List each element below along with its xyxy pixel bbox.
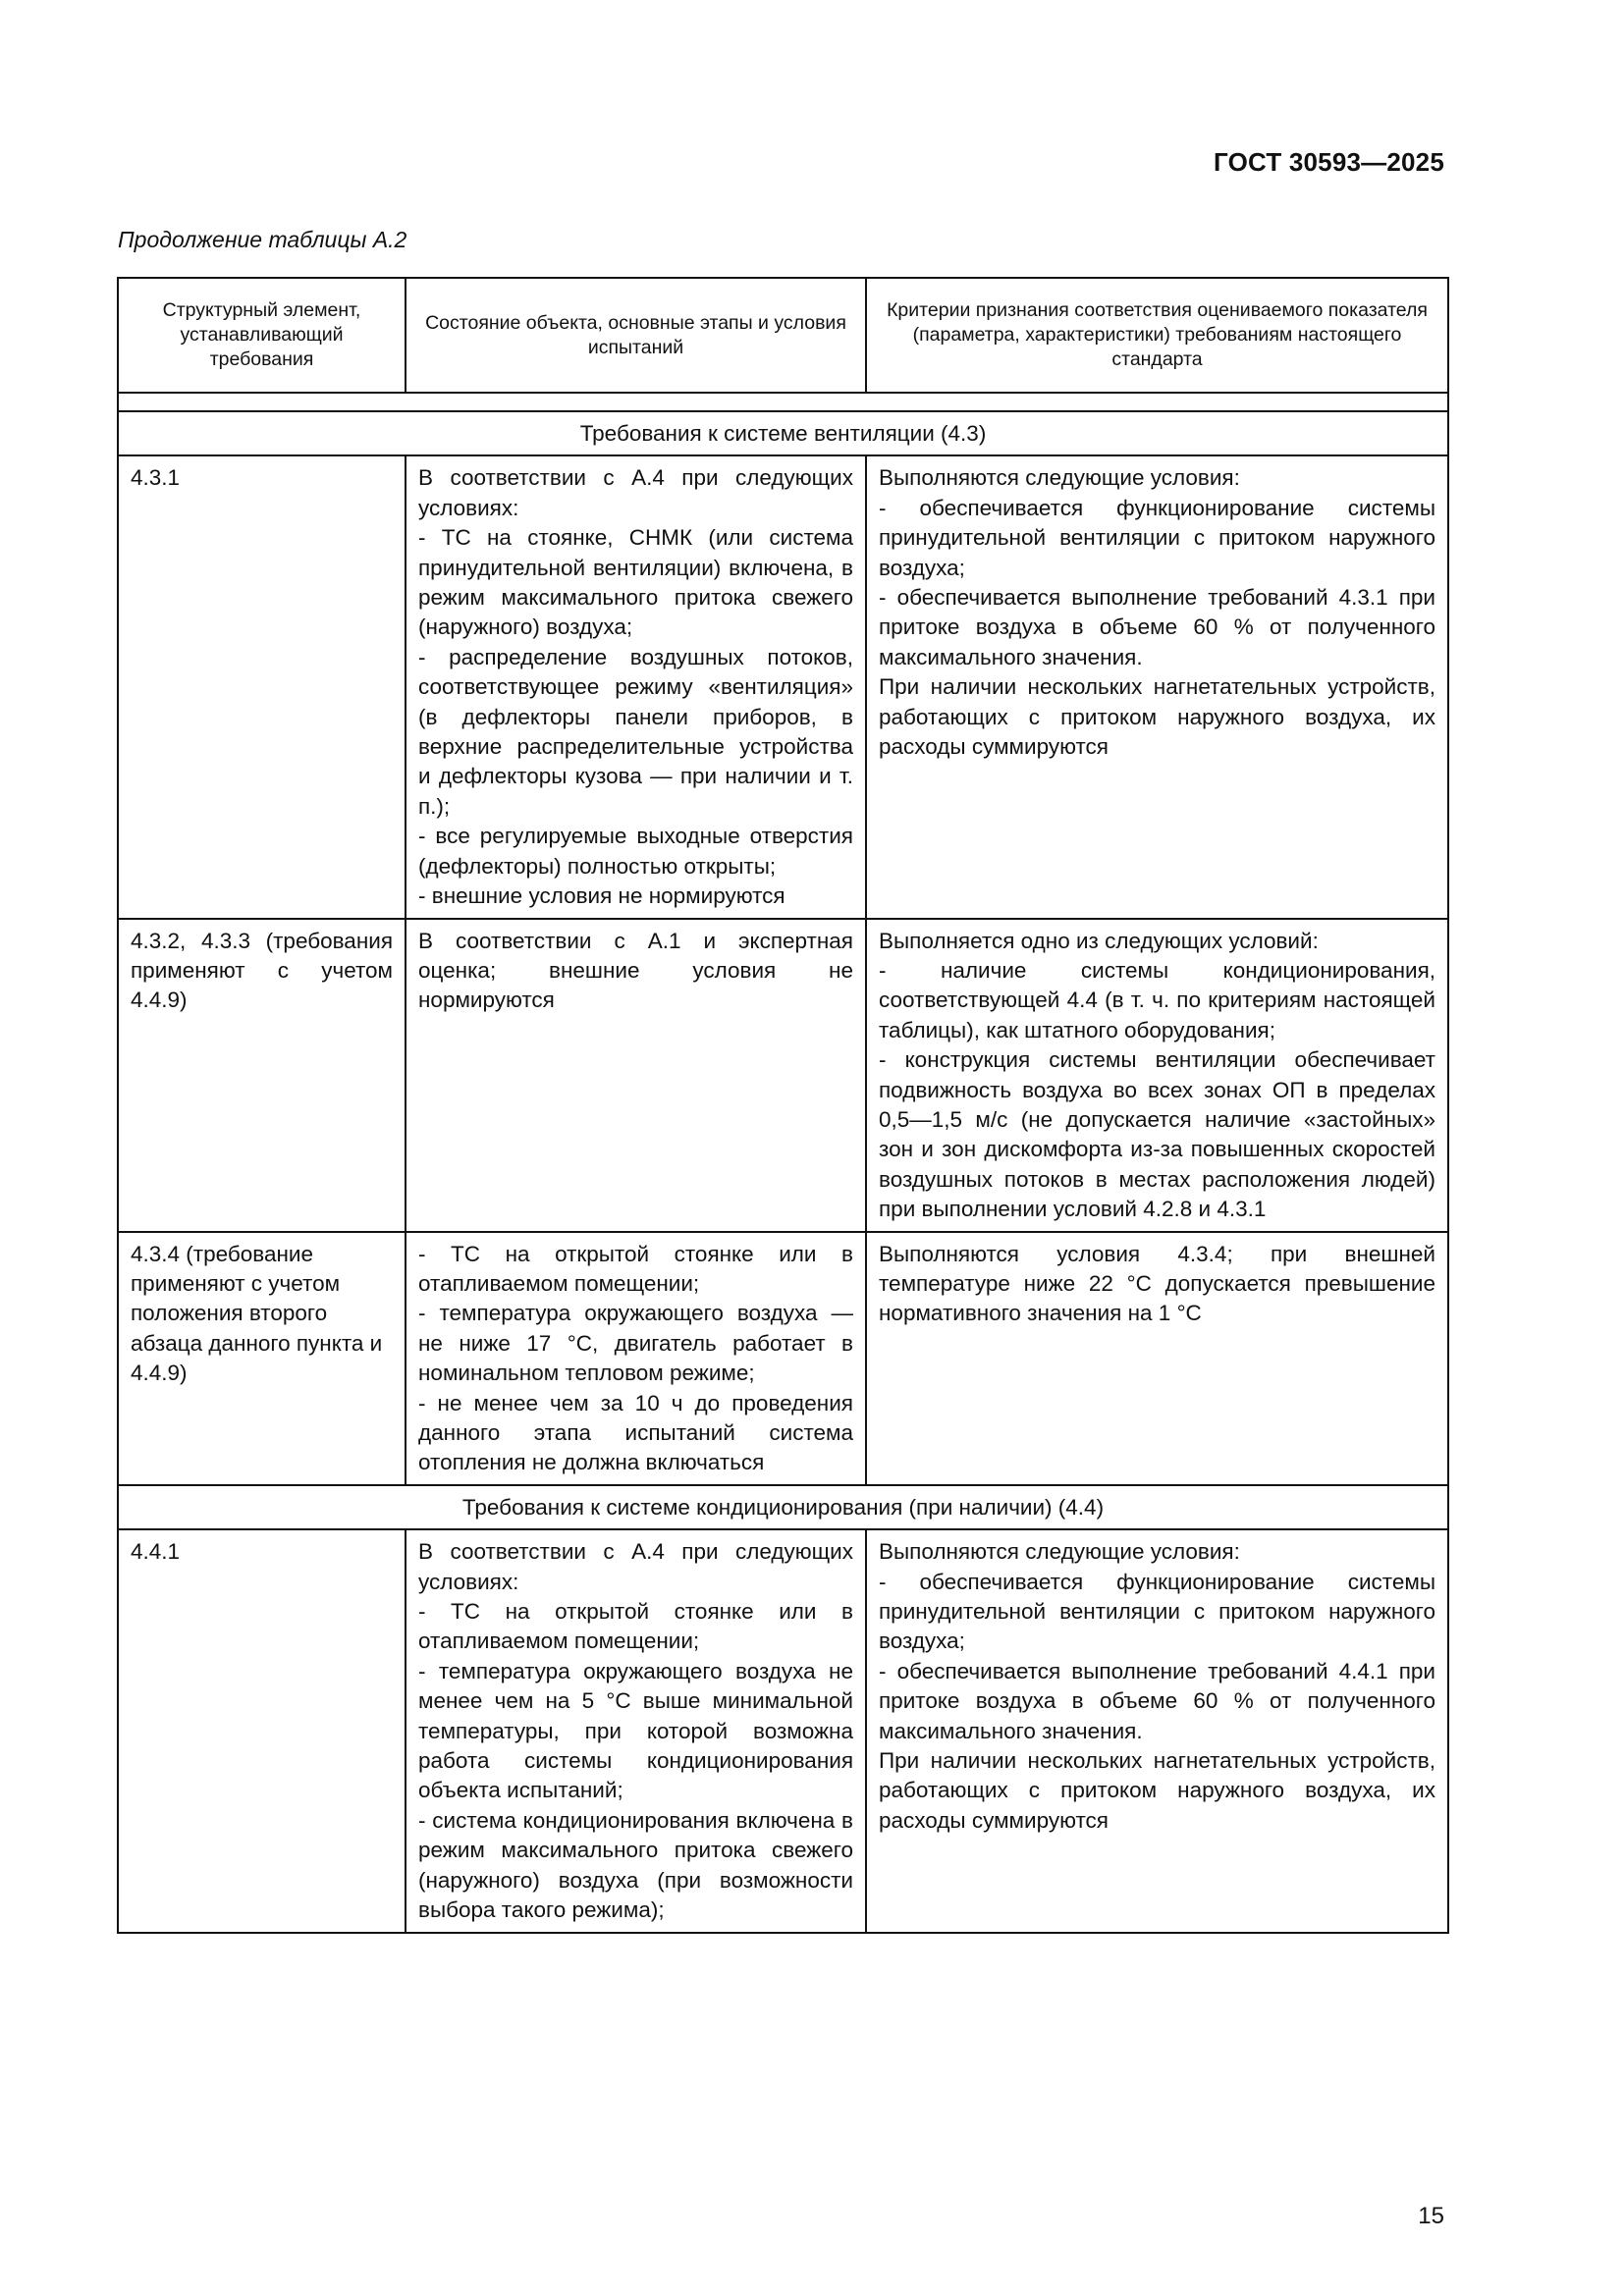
criteria-line: Выполняется одно из следующих условий: [879, 928, 1319, 953]
table-row [118, 1529, 1448, 1932]
conditions-line: - ТС на открытой стоянке или в отапливаемом помещении; [418, 1599, 853, 1654]
column-header-element: Структурный элемент, устанавливающий требования [118, 278, 406, 393]
cell-conditions [406, 1232, 866, 1485]
cell-conditions [406, 1529, 866, 1932]
table-row [118, 919, 1448, 1232]
requirements-table [117, 277, 1449, 1934]
criteria-line: Выполняются следующие условия: [879, 465, 1240, 491]
criteria-line: - обеспечивается выполнение требований 4.3.1 при притоке воздуха в объеме 60 % от полученного максимального значения. [879, 585, 1435, 669]
conditions-line: В соответствии с А.1 и экспертная оценка; внешние условия не нормируются [418, 928, 853, 1013]
table-row [118, 1232, 1448, 1485]
criteria-line: - конструкция системы вентиляции обеспечивает подвижность воздуха во всех зонах ОП в пределах 0,5—1,5 м/с (не допускается наличие «застойных» зон и зон дискомфорта из-за повышенных скоростей воздушных потоков в местах расположения людей) при выполнении условий 4.2.8 и 4.3.1 [879, 1047, 1435, 1222]
conditions-line: - внешние условия не нормируются [418, 883, 785, 909]
cell-criteria [866, 1232, 1448, 1485]
cell-element: 4.3.4 (требование применяют с учетом положения второго абзаца данного пункта и 4.4.9) [118, 1232, 406, 1485]
column-header-criteria: Критерии признания соответствия оцениваемого показателя (параметра, характеристики) требованиям настоящего стандарта [866, 278, 1448, 393]
section-title-ventilation: Требования к системе вентиляции (4.3) [118, 411, 1448, 455]
section-row-conditioning [118, 1485, 1448, 1529]
cell-criteria [866, 919, 1448, 1232]
criteria-line: - наличие системы кондиционирования, соответствующей 4.4 (в т. ч. по критериям настоящей таблицы), как штатного оборудования; [879, 957, 1435, 1042]
criteria-line: При наличии нескольких нагнетательных устройств, работающих с притоком наружного воздуха, их расходы суммируются [879, 674, 1435, 760]
section-title-conditioning: Требования к системе кондиционирования (при наличии) (4.4) [118, 1485, 1448, 1529]
conditions-line: - не менее чем за 10 ч до проведения данного этапа испытаний система отопления не должна включаться [418, 1390, 853, 1475]
document-code: ГОСТ 30593—2025 [1214, 147, 1444, 177]
cell-criteria [866, 455, 1448, 918]
table-row [118, 455, 1448, 918]
header-separator [118, 393, 1448, 411]
criteria-line: Выполняются следующие условия: [879, 1539, 1240, 1565]
cell-conditions [406, 455, 866, 918]
cell-element: 4.3.2, 4.3.3 (требования применяют с учетом 4.4.9) [118, 919, 406, 1232]
conditions-line: В соответствии с А.4 при следующих условиях: [418, 1539, 853, 1594]
cell-conditions [406, 919, 866, 1232]
conditions-line: В соответствии с А.4 при следующих условиях: [418, 465, 853, 520]
conditions-line: - температура окружающего воздуха не менее чем на 5 °С выше минимальной температуры, при которой возможна работа системы кондиционирования объекта испытаний; [418, 1658, 853, 1803]
conditions-line: - система кондиционирования включена в режим максимального притока свежего (наружного) воздуха (при возможности выбора такого режима); [418, 1807, 853, 1923]
section-row-ventilation [118, 411, 1448, 455]
criteria-line: Выполняются условия 4.3.4; при внешней температуре ниже 22 °С допускается превышение нормативного значения на 1 °С [879, 1241, 1435, 1326]
criteria-line: - обеспечивается функционирование системы принудительной вентиляции с притоком наружного воздуха; [879, 495, 1435, 580]
cell-criteria [866, 1529, 1448, 1932]
criteria-line: При наличии нескольких нагнетательных устройств, работающих с притоком наружного воздуха, их расходы суммируются [879, 1748, 1435, 1833]
criteria-line: - обеспечивается выполнение требований 4.4.1 при притоке воздуха в объеме 60 % от полученного максимального значения. [879, 1658, 1435, 1743]
table-header-row [118, 278, 1448, 393]
page-number: 15 [1418, 2203, 1444, 2229]
conditions-line: - ТС на открытой стоянке или в отапливаемом помещении; [418, 1241, 853, 1296]
conditions-line: - температура окружающего воздуха — не ниже 17 °С, двигатель работает в номинальном тепловом режиме; [418, 1301, 853, 1386]
cell-element: 4.3.1 [118, 455, 406, 918]
table-caption: Продолжение таблицы А.2 [118, 227, 407, 252]
column-header-conditions: Состояние объекта, основные этапы и условия испытаний [406, 278, 866, 393]
cell-element: 4.4.1 [118, 1529, 406, 1932]
conditions-line: - все регулируемые выходные отверстия (дефлекторы) полностью открыты; [418, 824, 853, 879]
conditions-line: - распределение воздушных потоков, соответствующее режиму «вентиляция» (в дефлекторы панели приборов, в верхние распределительные устройства и дефлекторы кузова — при наличии и т. п.); [418, 644, 853, 819]
conditions-line: - ТС на стоянке, СНМК (или система принудительной вентиляции) включена, в режим максимального притока свежего (наружного) воздуха; [418, 525, 853, 640]
criteria-line: - обеспечивается функционирование системы принудительной вентиляции с притоком наружного воздуха; [879, 1569, 1435, 1654]
